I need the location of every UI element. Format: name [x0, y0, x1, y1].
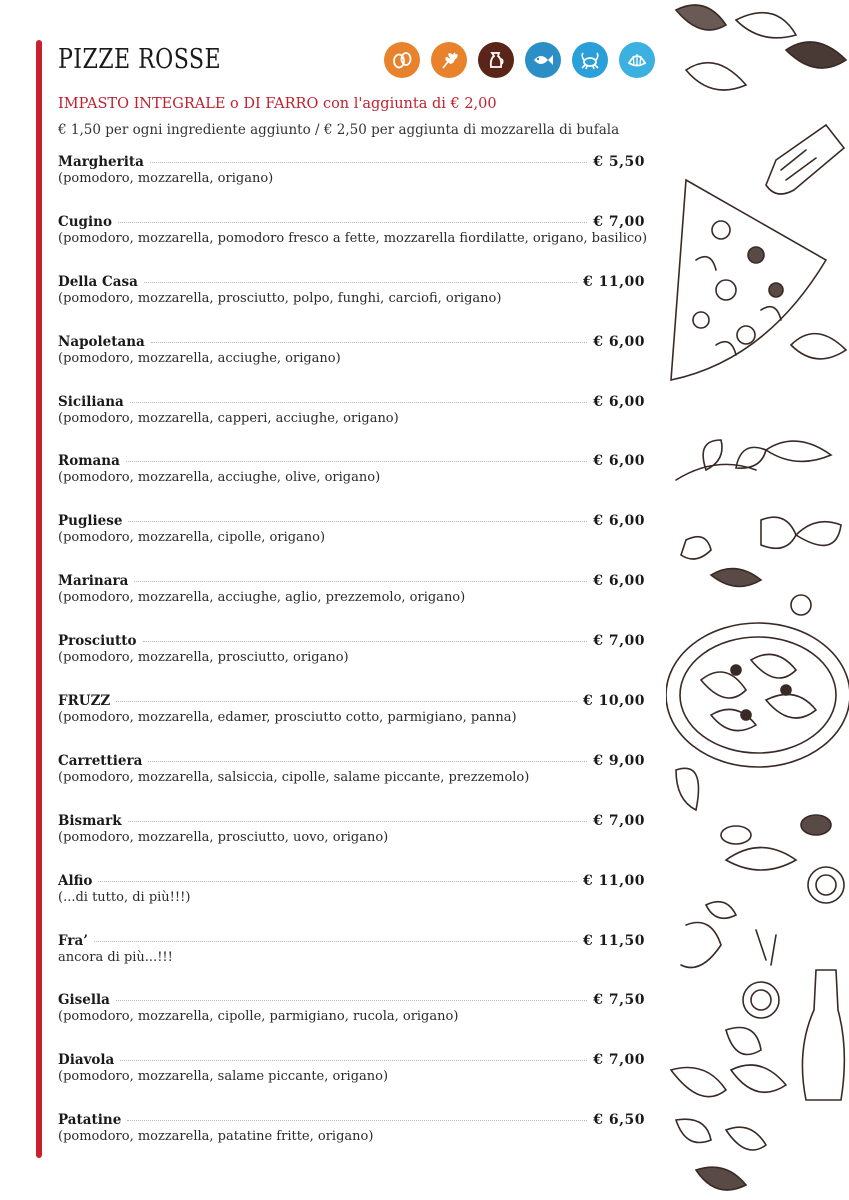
leader-dots — [150, 162, 587, 163]
menu-item-row — [58, 334, 645, 350]
leader-dots — [128, 821, 588, 822]
leader-dots — [98, 881, 577, 882]
leader-dots — [143, 641, 588, 642]
pizza-price: € 5,50 — [593, 154, 645, 170]
pizza-ingredients: (pomodoro, mozzarella, salsiccia, cipolle, salame piccante, prezzemolo) — [58, 769, 530, 785]
leader-dots — [118, 222, 587, 223]
menu-item — [58, 753, 645, 813]
pizza-price: € 7,00 — [593, 633, 645, 650]
menu-item-row — [58, 693, 645, 709]
fish-icon — [525, 42, 561, 78]
leader-dots — [148, 761, 587, 762]
menu-item-row — [58, 1112, 645, 1128]
pizza-name: Carrettiera — [58, 752, 143, 769]
pizza-name: Siciliana — [58, 393, 124, 410]
menu-item — [58, 213, 648, 274]
pizza-price: € 7,00 — [593, 213, 645, 230]
menu-item-row — [58, 1052, 645, 1068]
shell-icon — [619, 42, 655, 78]
accent-bar — [36, 40, 42, 1158]
leader-dots — [94, 941, 577, 942]
pizza-ingredients: (pomodoro, mozzarella, cipolle, parmigiano, rucola, origano) — [58, 1009, 459, 1025]
pizza-name: Napoletana — [58, 333, 145, 350]
menu-item-row — [58, 933, 645, 949]
menu-item-row — [58, 573, 645, 589]
extras-note: € 1,50 per ogni ingrediente aggiunto / € 2,50 per aggiunta di mozzarella di bufala — [58, 122, 620, 138]
menu-item — [58, 394, 645, 454]
menu-item-row — [58, 753, 645, 769]
menu-item — [58, 334, 645, 394]
pizza-ingredients: (pomodoro, mozzarella, prosciutto, origano) — [58, 650, 349, 666]
pizza-price: € 9,00 — [593, 752, 645, 769]
pizza-price: € 7,00 — [593, 1052, 645, 1069]
pizza-ingredients: (pomodoro, mozzarella, origano) — [58, 171, 274, 186]
menu-item — [58, 154, 645, 214]
menu-item — [58, 992, 645, 1052]
pizza-price: € 6,00 — [593, 393, 645, 410]
menu-item-row — [58, 873, 645, 889]
menu-item — [58, 693, 645, 753]
pizza-ingredients: (pomodoro, mozzarella, pomodoro fresco a fette, mozzarella fiordilatte, origano, basilico) — [58, 230, 648, 246]
leader-dots — [126, 461, 587, 462]
menu-item — [58, 513, 645, 573]
pizza-name: Cugino — [58, 213, 112, 230]
pizza-name: Bismark — [58, 812, 122, 829]
menu-item — [58, 274, 645, 334]
menu-item-row — [58, 394, 645, 410]
pizza-price: € 11,00 — [583, 872, 645, 889]
crab-icon — [572, 42, 608, 78]
pizza-price: € 7,00 — [593, 812, 645, 829]
pizza-list — [58, 154, 648, 1172]
pizza-ingredients: (pomodoro, mozzarella, acciughe, aglio, prezzemolo, origano) — [58, 590, 466, 606]
pizza-name: Gisella — [58, 992, 110, 1009]
eggs-icon — [384, 42, 420, 78]
menu-item-row — [58, 633, 645, 649]
pizza-price: € 6,50 — [593, 1112, 645, 1129]
pizza-ingredients: (pomodoro, mozzarella, edamer, prosciutto cotto, parmigiano, panna) — [58, 710, 517, 726]
leader-dots — [130, 402, 587, 403]
menu-item-row — [58, 453, 645, 469]
leader-dots — [128, 521, 587, 522]
page-title: PIZZE ROSSE — [58, 44, 222, 75]
pizza-name: Marinara — [58, 573, 129, 590]
pizza-price: € 11,00 — [583, 273, 645, 290]
menu-item — [58, 1112, 645, 1172]
dough-note: IMPASTO INTEGRALE o DI FARRO con l'aggiunta di € 2,00 — [58, 96, 497, 112]
menu-item — [58, 453, 645, 513]
menu-item — [58, 873, 645, 933]
pizza-ingredients: (pomodoro, mozzarella, acciughe, origano) — [58, 350, 341, 366]
menu-item — [58, 933, 645, 993]
pizza-price: € 6,00 — [593, 453, 645, 470]
menu-item — [58, 1052, 645, 1112]
leader-dots — [151, 342, 587, 343]
pizza-name: FRUZZ — [58, 693, 111, 710]
pizza-ingredients: (pomodoro, mozzarella, capperi, acciughe, origano) — [58, 410, 399, 426]
pizza-name: Romana — [58, 453, 120, 470]
leader-dots — [120, 1060, 587, 1061]
leader-dots — [116, 1000, 587, 1001]
pizza-ingredients: (pomodoro, mozzarella, acciughe, olive, origano) — [58, 470, 381, 486]
pizza-ingredients: (pomodoro, mozzarella, prosciutto, uovo, origano) — [58, 829, 389, 845]
pizza-price: € 6,00 — [593, 513, 645, 530]
allergen-icons — [384, 42, 655, 78]
pizza-name: Della Casa — [58, 273, 138, 290]
pizza-price: € 7,50 — [593, 992, 645, 1009]
menu-item-row — [58, 813, 645, 829]
pizza-price: € 6,00 — [593, 573, 645, 590]
menu-item-row — [58, 992, 645, 1008]
menu-item — [58, 813, 645, 873]
menu-item-row — [58, 154, 645, 170]
menu-item — [58, 633, 645, 693]
leader-dots — [116, 701, 577, 702]
milk-jug-icon — [478, 42, 514, 78]
menu-item-row — [58, 513, 645, 529]
food-illustration — [666, 0, 849, 1200]
pizza-name: Patatine — [58, 1112, 122, 1129]
pizza-price: € 6,00 — [593, 333, 645, 350]
pizza-name: Alfio — [58, 872, 93, 889]
pizza-name: Margherita — [58, 154, 144, 170]
pizza-name: Pugliese — [58, 513, 123, 530]
wheat-icon — [431, 42, 467, 78]
leader-dots — [144, 282, 577, 283]
leader-dots — [134, 581, 587, 582]
pizza-ingredients: (pomodoro, mozzarella, cipolle, origano) — [58, 530, 326, 546]
menu-item-row — [58, 214, 645, 230]
menu-item-row — [58, 274, 645, 290]
pizza-name: Prosciutto — [58, 633, 137, 650]
menu-item — [58, 573, 645, 633]
pizza-name: Fra’ — [58, 932, 88, 949]
pizza-name: Diavola — [58, 1052, 115, 1069]
pizza-ingredients: (...di tutto, di più!!!) — [58, 889, 191, 905]
leader-dots — [127, 1120, 587, 1121]
pizza-ingredients: (pomodoro, mozzarella, prosciutto, polpo, funghi, carciofi, origano) — [58, 290, 502, 306]
pizza-ingredients: (pomodoro, mozzarella, salame piccante, origano) — [58, 1069, 389, 1085]
pizza-ingredients: ancora di più...!!! — [58, 949, 173, 965]
pizza-ingredients: (pomodoro, mozzarella, patatine fritte, origano) — [58, 1129, 374, 1145]
pizza-price: € 11,50 — [583, 932, 645, 949]
pizza-price: € 10,00 — [583, 693, 645, 710]
